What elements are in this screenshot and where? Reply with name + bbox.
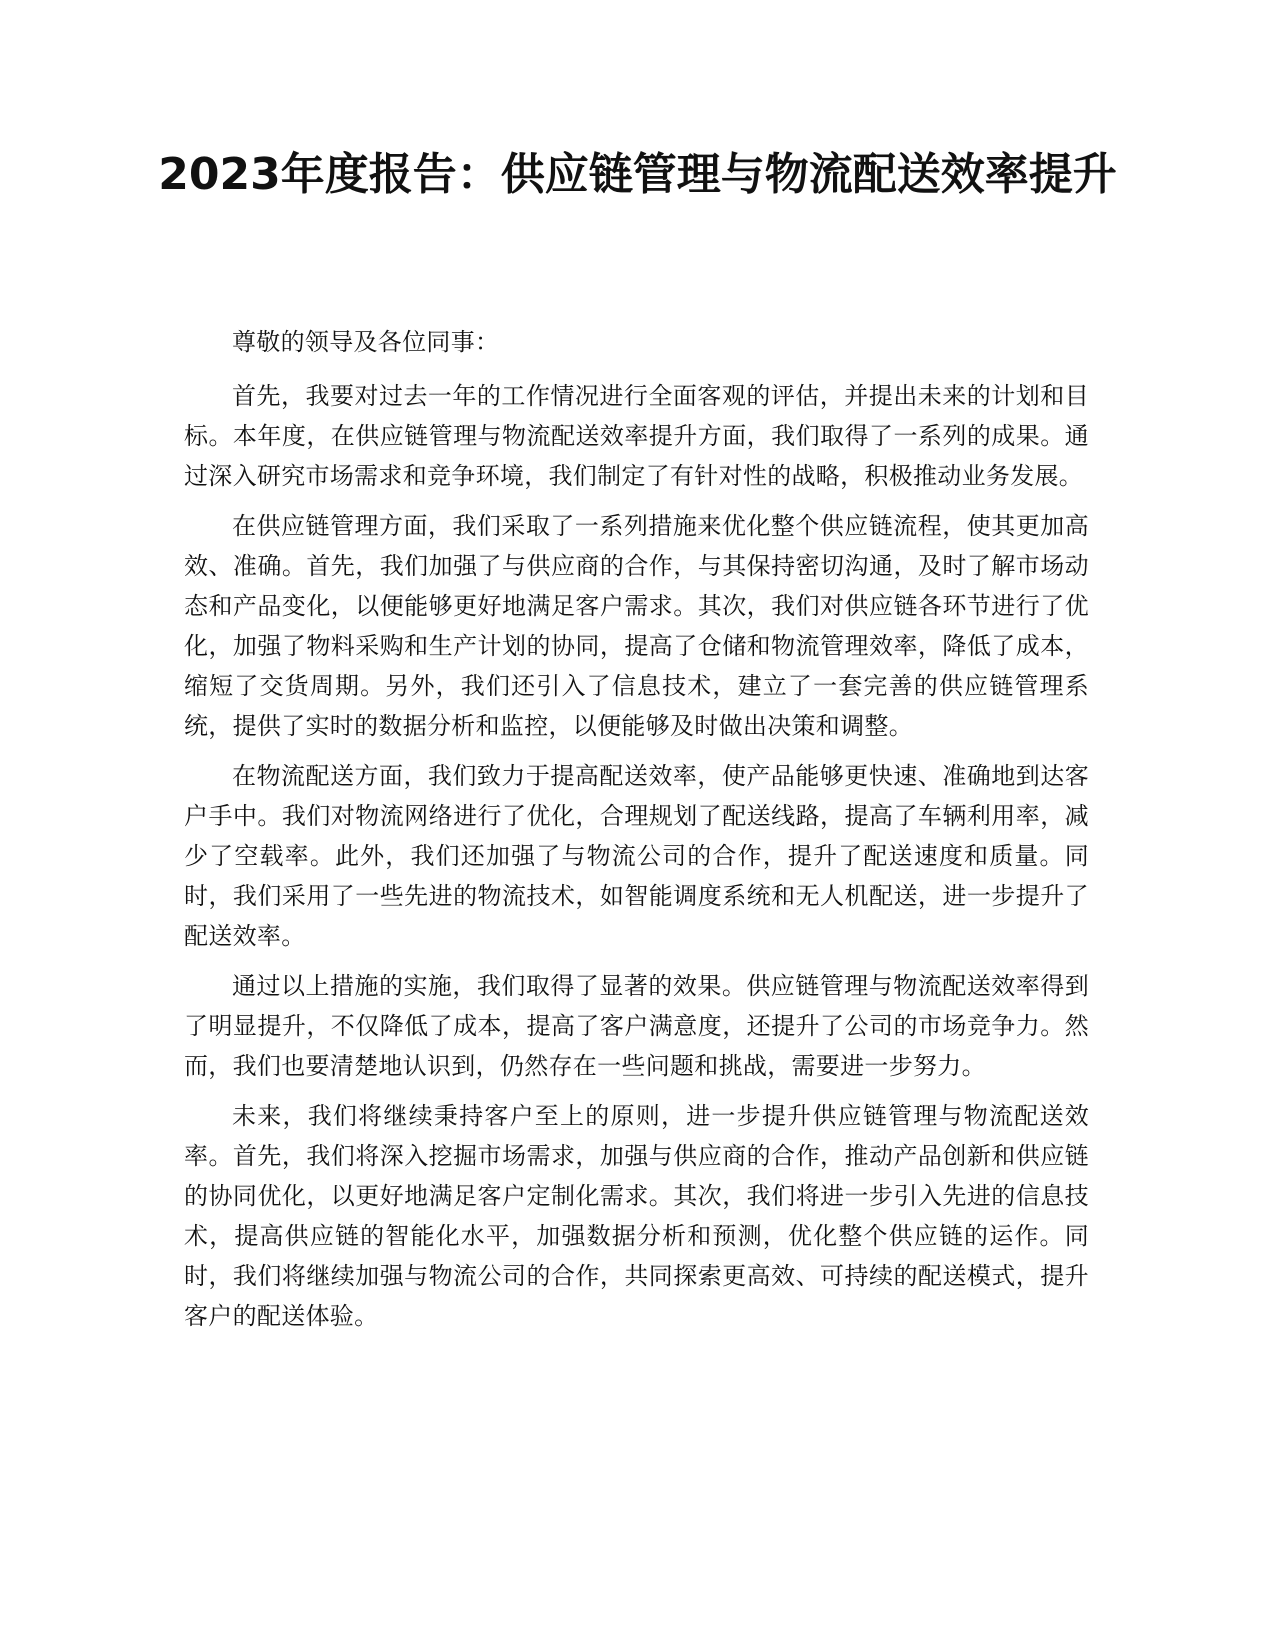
paragraph-review: 首先，我要对过去一年的工作情况进行全面客观的评估，并提出未来的计划和目标。本年度，在供应链管理与物流配送效率提升方面，我们取得了一系列的成果。通过深入研究市场需求和竞争环境，我们制定了有针对性的战略，积极推动业务发展。 [184,382,1089,490]
document-title: 2023年度报告：供应链管理与物流配送效率提升 [158,149,1117,200]
salutation: 尊敬的领导及各位同事： [232,328,500,356]
paragraph-supply-chain: 在供应链管理方面，我们采取了一系列措施来优化整个供应链流程，使其更加高效、准确。首先，我们加强了与供应商的合作，与其保持密切沟通，及时了解市场动态和产品变化，以便能够更好地满足客户需求。其次，我们对供应链各环节进行了优化，加强了物料采购和生产计划的协同，提高了仓储和物流管理效率，降低了成本，缩短了交货周期。另外，我们还引入了信息技术，建立了一套完善的供应链管理系统，提供了实时的数据分析和监控，以便能够及时做出决策和调整。 [184,512,1089,740]
document-body [184,322,1089,1346]
paragraph-future: 未来，我们将继续秉持客户至上的原则，进一步提升供应链管理与物流配送效率。首先，我们将深入挖掘市场需求，加强与供应商的合作，推动产品创新和供应链的协同优化，以更好地满足客户定制化需求。其次，我们将进一步引入先进的信息技术，提高供应链的智能化水平，加强数据分析和预测，优化整个供应链的运作。同时，我们将继续加强与物流公司的合作，共同探索更高效、可持续的配送模式，提升客户的配送体验。 [184,1102,1089,1330]
paragraph-results: 通过以上措施的实施，我们取得了显著的效果。供应链管理与物流配送效率得到了明显提升，不仅降低了成本，提高了客户满意度，还提升了公司的市场竞争力。然而，我们也要清楚地认识到，仍然存在一些问题和挑战，需要进一步努力。 [184,972,1089,1080]
paragraph-logistics: 在物流配送方面，我们致力于提高配送效率，使产品能够更快速、准确地到达客户手中。我们对物流网络进行了优化，合理规划了配送线路，提高了车辆利用率，减少了空载率。此外，我们还加强了与物流公司的合作，提升了配送速度和质量。同时，我们采用了一些先进的物流技术，如智能调度系统和无人机配送，进一步提升了配送效率。 [184,762,1089,950]
